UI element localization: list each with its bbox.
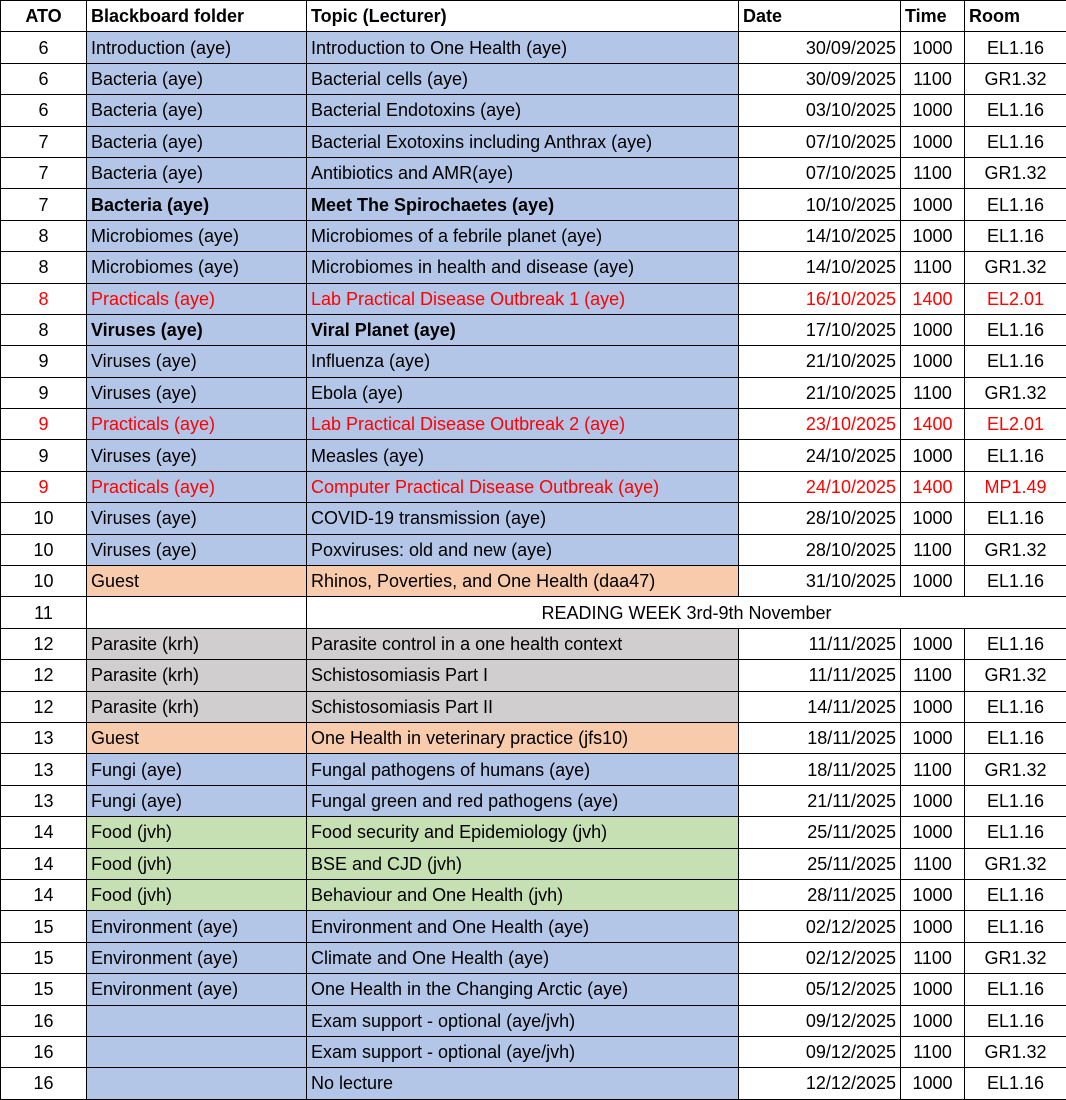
cell-topic[interactable]: Bacterial Exotoxins including Anthrax (aye) [307, 126, 739, 157]
cell-folder[interactable]: Viruses (aye) [87, 346, 307, 377]
header-time[interactable]: Time [901, 1, 965, 32]
cell-room[interactable]: EL1.16 [965, 879, 1066, 910]
cell-date[interactable]: 25/11/2025 [739, 848, 901, 879]
cell-ato[interactable]: 11 [1, 597, 87, 628]
cell-room[interactable]: EL1.16 [965, 1068, 1066, 1099]
cell-date[interactable]: 28/11/2025 [739, 879, 901, 910]
header-topic[interactable]: Topic (Lecturer) [307, 1, 739, 32]
cell-time[interactable]: 1000 [901, 722, 965, 753]
cell-ato[interactable]: 10 [1, 534, 87, 565]
cell-ato[interactable]: 12 [1, 691, 87, 722]
cell-date[interactable]: 07/10/2025 [739, 157, 901, 188]
cell-ato[interactable]: 14 [1, 879, 87, 910]
cell-topic[interactable]: BSE and CJD (jvh) [307, 848, 739, 879]
cell-time[interactable]: 1000 [901, 566, 965, 597]
cell-folder[interactable]: Viruses (aye) [87, 534, 307, 565]
cell-folder[interactable]: Bacteria (aye) [87, 63, 307, 94]
table-row [1, 660, 1066, 691]
cell-time[interactable]: 1100 [901, 534, 965, 565]
cell-time[interactable]: 1000 [901, 32, 965, 63]
table-row [1, 252, 1066, 283]
table-row [1, 1068, 1066, 1099]
cell-folder[interactable]: Practicals (aye) [87, 283, 307, 314]
cell-date[interactable]: 11/11/2025 [739, 628, 901, 659]
table-row [1, 32, 1066, 63]
cell-ato[interactable]: 13 [1, 754, 87, 785]
cell-ato[interactable]: 16 [1, 1005, 87, 1036]
cell-folder[interactable]: Food (jvh) [87, 817, 307, 848]
cell-room[interactable]: EL2.01 [965, 409, 1066, 440]
cell-topic[interactable]: Lab Practical Disease Outbreak 2 (aye) [307, 409, 739, 440]
cell-folder[interactable]: Environment (aye) [87, 911, 307, 942]
cell-folder[interactable]: Viruses (aye) [87, 377, 307, 408]
cell-date[interactable]: 21/10/2025 [739, 377, 901, 408]
cell-folder[interactable]: Guest [87, 722, 307, 753]
cell-time[interactable]: 1000 [901, 879, 965, 910]
cell-folder[interactable]: Parasite (krh) [87, 660, 307, 691]
cell-topic[interactable]: Fungal pathogens of humans (aye) [307, 754, 739, 785]
table-row [1, 126, 1066, 157]
cell-room[interactable]: GR1.32 [965, 754, 1066, 785]
cell-room[interactable]: GR1.32 [965, 63, 1066, 94]
cell-folder[interactable] [87, 597, 307, 628]
cell-topic[interactable]: Bacterial Endotoxins (aye) [307, 95, 739, 126]
cell-time[interactable]: 1000 [901, 220, 965, 251]
table-row [1, 95, 1066, 126]
cell-folder[interactable]: Microbiomes (aye) [87, 252, 307, 283]
cell-date[interactable]: 05/12/2025 [739, 974, 901, 1005]
cell-topic[interactable]: Climate and One Health (aye) [307, 942, 739, 973]
cell-ato[interactable]: 9 [1, 440, 87, 471]
cell-time[interactable]: 1000 [901, 126, 965, 157]
cell-topic[interactable]: Exam support - optional (aye/jvh) [307, 1036, 739, 1067]
reading-week-label[interactable]: READING WEEK 3rd-9th November [307, 597, 1066, 628]
cell-topic[interactable]: Antibiotics and AMR(aye) [307, 157, 739, 188]
table-row [1, 189, 1066, 220]
table-row [1, 974, 1066, 1005]
cell-time[interactable]: 1400 [901, 283, 965, 314]
table-row [1, 754, 1066, 785]
cell-ato[interactable]: 10 [1, 503, 87, 534]
cell-room[interactable]: EL1.16 [965, 974, 1066, 1005]
cell-ato[interactable]: 12 [1, 660, 87, 691]
cell-room[interactable]: EL1.16 [965, 503, 1066, 534]
cell-ato[interactable]: 15 [1, 911, 87, 942]
cell-date[interactable]: 16/10/2025 [739, 283, 901, 314]
cell-time[interactable]: 1100 [901, 942, 965, 973]
table-row [1, 1005, 1066, 1036]
cell-time[interactable]: 1000 [901, 1068, 965, 1099]
table-row [1, 879, 1066, 910]
table-row [1, 722, 1066, 753]
cell-room[interactable]: EL1.16 [965, 911, 1066, 942]
cell-folder[interactable]: Parasite (krh) [87, 691, 307, 722]
cell-folder[interactable] [87, 1036, 307, 1067]
cell-room[interactable]: EL2.01 [965, 283, 1066, 314]
cell-ato[interactable]: 7 [1, 157, 87, 188]
table-row [1, 63, 1066, 94]
table-row [1, 377, 1066, 408]
cell-ato[interactable]: 8 [1, 314, 87, 345]
table-row [1, 409, 1066, 440]
cell-topic[interactable]: Influenza (aye) [307, 346, 739, 377]
cell-date[interactable]: 11/11/2025 [739, 660, 901, 691]
cell-room[interactable]: EL1.16 [965, 785, 1066, 816]
cell-time[interactable]: 1000 [901, 974, 965, 1005]
schedule-body [1, 32, 1066, 1099]
cell-date[interactable]: 25/11/2025 [739, 817, 901, 848]
cell-folder[interactable]: Food (jvh) [87, 848, 307, 879]
cell-topic[interactable]: COVID-19 transmission (aye) [307, 503, 739, 534]
cell-ato[interactable]: 8 [1, 220, 87, 251]
table-row [1, 817, 1066, 848]
cell-folder[interactable]: Viruses (aye) [87, 503, 307, 534]
cell-ato[interactable]: 12 [1, 628, 87, 659]
cell-time[interactable]: 1000 [901, 911, 965, 942]
cell-topic[interactable]: Microbiomes of a febrile planet (aye) [307, 220, 739, 251]
cell-ato[interactable]: 6 [1, 63, 87, 94]
cell-ato[interactable]: 9 [1, 377, 87, 408]
cell-date[interactable]: 28/10/2025 [739, 503, 901, 534]
cell-folder[interactable]: Bacteria (aye) [87, 95, 307, 126]
cell-folder[interactable]: Bacteria (aye) [87, 126, 307, 157]
cell-ato[interactable]: 13 [1, 722, 87, 753]
cell-room[interactable]: GR1.32 [965, 1036, 1066, 1067]
cell-ato[interactable]: 7 [1, 189, 87, 220]
cell-ato[interactable]: 8 [1, 252, 87, 283]
cell-time[interactable]: 1000 [901, 189, 965, 220]
cell-time[interactable]: 1000 [901, 691, 965, 722]
cell-room[interactable]: EL1.16 [965, 440, 1066, 471]
cell-room[interactable]: GR1.32 [965, 848, 1066, 879]
cell-folder[interactable]: Fungi (aye) [87, 754, 307, 785]
table-row [1, 942, 1066, 973]
cell-date[interactable]: 21/10/2025 [739, 346, 901, 377]
cell-time[interactable]: 1100 [901, 252, 965, 283]
table-row [1, 471, 1066, 502]
cell-room[interactable]: GR1.32 [965, 157, 1066, 188]
cell-folder[interactable]: Fungi (aye) [87, 785, 307, 816]
cell-time[interactable]: 1100 [901, 63, 965, 94]
cell-time[interactable]: 1000 [901, 785, 965, 816]
cell-topic[interactable]: Ebola (aye) [307, 377, 739, 408]
cell-date[interactable]: 24/10/2025 [739, 440, 901, 471]
cell-ato[interactable]: 9 [1, 471, 87, 502]
cell-topic[interactable]: Computer Practical Disease Outbreak (aye) [307, 471, 739, 502]
table-row [1, 534, 1066, 565]
cell-time[interactable]: 1000 [901, 95, 965, 126]
cell-folder[interactable]: Bacteria (aye) [87, 157, 307, 188]
cell-room[interactable]: EL1.16 [965, 691, 1066, 722]
table-row [1, 346, 1066, 377]
table-row [1, 848, 1066, 879]
cell-time[interactable]: 1000 [901, 817, 965, 848]
cell-ato[interactable]: 14 [1, 817, 87, 848]
header-ato[interactable]: ATO [1, 1, 87, 32]
table-row [1, 628, 1066, 659]
table-row [1, 1036, 1066, 1067]
cell-ato[interactable]: 6 [1, 32, 87, 63]
cell-date[interactable]: 28/10/2025 [739, 534, 901, 565]
cell-time[interactable]: 1100 [901, 660, 965, 691]
cell-ato[interactable]: 6 [1, 95, 87, 126]
cell-time[interactable]: 1100 [901, 848, 965, 879]
cell-time[interactable]: 1000 [901, 440, 965, 471]
cell-ato[interactable]: 9 [1, 409, 87, 440]
cell-topic[interactable]: One Health in veterinary practice (jfs10) [307, 722, 739, 753]
cell-date[interactable]: 23/10/2025 [739, 409, 901, 440]
cell-topic[interactable]: Environment and One Health (aye) [307, 911, 739, 942]
cell-ato[interactable]: 16 [1, 1068, 87, 1099]
cell-room[interactable]: EL1.16 [965, 126, 1066, 157]
cell-folder[interactable]: Food (jvh) [87, 879, 307, 910]
cell-date[interactable]: 07/10/2025 [739, 126, 901, 157]
cell-topic[interactable]: Fungal green and red pathogens (aye) [307, 785, 739, 816]
cell-topic[interactable]: Schistosomiasis Part II [307, 691, 739, 722]
cell-ato[interactable]: 9 [1, 346, 87, 377]
header-folder[interactable]: Blackboard folder [87, 1, 307, 32]
cell-room[interactable]: GR1.32 [965, 534, 1066, 565]
cell-date[interactable]: 12/12/2025 [739, 1068, 901, 1099]
table-row [1, 157, 1066, 188]
cell-room[interactable]: EL1.16 [965, 314, 1066, 345]
cell-topic[interactable]: Parasite control in a one health context [307, 628, 739, 659]
cell-date[interactable]: 18/11/2025 [739, 722, 901, 753]
cell-time[interactable]: 1400 [901, 409, 965, 440]
table-row [1, 503, 1066, 534]
cell-date[interactable]: 31/10/2025 [739, 566, 901, 597]
cell-ato[interactable]: 15 [1, 942, 87, 973]
cell-topic[interactable]: Poxviruses: old and new (aye) [307, 534, 739, 565]
cell-topic[interactable]: One Health in the Changing Arctic (aye) [307, 974, 739, 1005]
cell-folder[interactable]: Viruses (aye) [87, 314, 307, 345]
cell-room[interactable]: EL1.16 [965, 189, 1066, 220]
cell-room[interactable]: GR1.32 [965, 252, 1066, 283]
cell-topic[interactable]: Viral Planet (aye) [307, 314, 739, 345]
cell-folder[interactable]: Viruses (aye) [87, 440, 307, 471]
header-room[interactable]: Room [965, 1, 1066, 32]
header-date[interactable]: Date [739, 1, 901, 32]
cell-time[interactable]: 1100 [901, 377, 965, 408]
cell-ato[interactable]: 16 [1, 1036, 87, 1067]
cell-topic[interactable]: Rhinos, Poverties, and One Health (daa47) [307, 566, 739, 597]
cell-topic[interactable]: Meet The Spirochaetes (aye) [307, 189, 739, 220]
cell-room[interactable]: EL1.16 [965, 628, 1066, 659]
cell-ato[interactable]: 7 [1, 126, 87, 157]
cell-topic[interactable]: Lab Practical Disease Outbreak 1 (aye) [307, 283, 739, 314]
cell-date[interactable]: 02/12/2025 [739, 942, 901, 973]
cell-time[interactable]: 1100 [901, 754, 965, 785]
cell-date[interactable]: 17/10/2025 [739, 314, 901, 345]
cell-date[interactable]: 30/09/2025 [739, 32, 901, 63]
cell-folder[interactable]: Environment (aye) [87, 974, 307, 1005]
cell-topic[interactable]: Microbiomes in health and disease (aye) [307, 252, 739, 283]
table-row [1, 220, 1066, 251]
cell-room[interactable]: EL1.16 [965, 220, 1066, 251]
cell-ato[interactable]: 14 [1, 848, 87, 879]
reading-week-row [1, 597, 1066, 628]
cell-room[interactable]: EL1.16 [965, 346, 1066, 377]
cell-room[interactable]: GR1.32 [965, 942, 1066, 973]
cell-folder[interactable]: Environment (aye) [87, 942, 307, 973]
cell-date[interactable]: 03/10/2025 [739, 95, 901, 126]
cell-topic[interactable]: Introduction to One Health (aye) [307, 32, 739, 63]
table-row [1, 566, 1066, 597]
cell-topic[interactable]: Schistosomiasis Part I [307, 660, 739, 691]
cell-folder[interactable] [87, 1005, 307, 1036]
cell-time[interactable]: 1100 [901, 157, 965, 188]
cell-ato[interactable]: 15 [1, 974, 87, 1005]
cell-topic[interactable]: Behaviour and One Health (jvh) [307, 879, 739, 910]
cell-folder[interactable]: Practicals (aye) [87, 471, 307, 502]
cell-topic[interactable]: Measles (aye) [307, 440, 739, 471]
header-row [1, 1, 1066, 32]
cell-date[interactable]: 30/09/2025 [739, 63, 901, 94]
cell-date[interactable]: 10/10/2025 [739, 189, 901, 220]
cell-time[interactable]: 1100 [901, 1036, 965, 1067]
cell-room[interactable]: EL1.16 [965, 566, 1066, 597]
cell-folder[interactable]: Introduction (aye) [87, 32, 307, 63]
cell-room[interactable]: EL1.16 [965, 1005, 1066, 1036]
table-row [1, 911, 1066, 942]
cell-time[interactable]: 1000 [901, 346, 965, 377]
cell-folder[interactable] [87, 1068, 307, 1099]
cell-room[interactable]: MP1.49 [965, 471, 1066, 502]
cell-topic[interactable]: Exam support - optional (aye/jvh) [307, 1005, 739, 1036]
cell-time[interactable]: 1400 [901, 471, 965, 502]
cell-ato[interactable]: 10 [1, 566, 87, 597]
cell-date[interactable]: 02/12/2025 [739, 911, 901, 942]
table-row [1, 691, 1066, 722]
cell-folder[interactable]: Guest [87, 566, 307, 597]
cell-time[interactable]: 1000 [901, 314, 965, 345]
cell-room[interactable]: EL1.16 [965, 722, 1066, 753]
cell-ato[interactable]: 13 [1, 785, 87, 816]
cell-ato[interactable]: 8 [1, 283, 87, 314]
cell-folder[interactable]: Microbiomes (aye) [87, 220, 307, 251]
cell-date[interactable]: 09/12/2025 [739, 1005, 901, 1036]
cell-time[interactable]: 1000 [901, 503, 965, 534]
cell-room[interactable]: GR1.32 [965, 377, 1066, 408]
cell-date[interactable]: 09/12/2025 [739, 1036, 901, 1067]
cell-room[interactable]: EL1.16 [965, 817, 1066, 848]
cell-date[interactable]: 18/11/2025 [739, 754, 901, 785]
cell-date[interactable]: 14/11/2025 [739, 691, 901, 722]
cell-folder[interactable]: Bacteria (aye) [87, 189, 307, 220]
cell-date[interactable]: 21/11/2025 [739, 785, 901, 816]
cell-folder[interactable]: Practicals (aye) [87, 409, 307, 440]
cell-folder[interactable]: Parasite (krh) [87, 628, 307, 659]
cell-topic[interactable]: Bacterial cells (aye) [307, 63, 739, 94]
cell-topic[interactable]: Food security and Epidemiology (jvh) [307, 817, 739, 848]
cell-date[interactable]: 14/10/2025 [739, 220, 901, 251]
cell-room[interactable]: EL1.16 [965, 32, 1066, 63]
cell-date[interactable]: 14/10/2025 [739, 252, 901, 283]
cell-room[interactable]: EL1.16 [965, 95, 1066, 126]
cell-time[interactable]: 1000 [901, 1005, 965, 1036]
cell-room[interactable]: GR1.32 [965, 660, 1066, 691]
table-row [1, 440, 1066, 471]
table-row [1, 283, 1066, 314]
table-row [1, 785, 1066, 816]
cell-time[interactable]: 1000 [901, 628, 965, 659]
table-row [1, 314, 1066, 345]
cell-topic[interactable]: No lecture [307, 1068, 739, 1099]
cell-date[interactable]: 24/10/2025 [739, 471, 901, 502]
